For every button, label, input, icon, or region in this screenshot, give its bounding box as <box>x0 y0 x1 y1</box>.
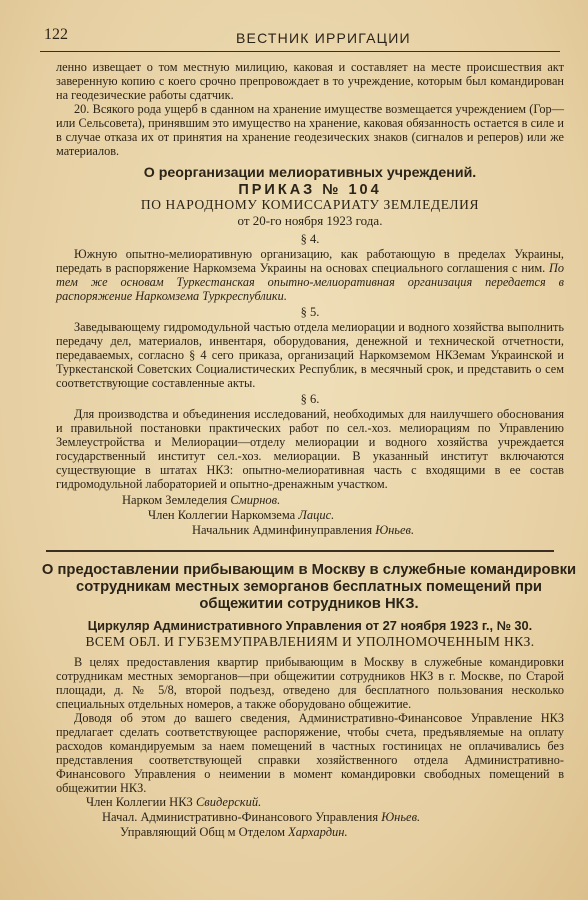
paragraph: Доводя об этом до вашего сведения, Административно-Финансовое Управление НКЗ предлагает сделать соответствующее распоряжение, чтобы счета, предъявляемые на оплату расходов командируемым за наем помещений в частных гостиницах не оплачивались без представления соответствующей справки хозяйственного отдела Административно-Финансового Управления о неимении в момент командировки свободных помещений в общежитии НКЗ. <box>56 711 564 795</box>
running-title: ВЕСТНИК ИРРИГАЦИИ <box>236 30 411 46</box>
order-date: от 20-го ноября 1923 года. <box>237 213 383 228</box>
signature-line <box>56 825 564 840</box>
signature-name: Юньев. <box>381 810 421 824</box>
signature-title: Член Коллегии НКЗ <box>86 795 193 809</box>
section-heading: О предоставлении прибывающим в Москву в служебные командировки сотрудникам местных земорганов бесплатных помещений при общежитии сотрудников НКЗ. <box>41 562 577 612</box>
paragraph: Заведывающему гидромодульной частью отдела мелиорации и водного хозяйства выполнить передачу дел, материалов, инвентаря, оборудования, денежной и технической отчетности, передаваемых, согласно § 4 сего приказа, организаций Наркомземом НКЗемам Украинской и Туркестанской Советских Социалистических Республик, в месячный срок, и представить о сем соответствующие составленные акты. <box>56 320 564 390</box>
paragraph: В целях предоставления квартир прибывающим в Москву в служебные командировки сотрудникам местных земорганов—при общежитии сотрудников НКЗ в г. Москве, по Старой площади, д. № 5/8, второй подъезд, отведено для бесплатного пользования несколько специальных отдельных номеров, а также оборудовано общежитие. <box>56 655 564 711</box>
signature-line <box>56 508 564 523</box>
signature-name: Смирнов. <box>230 493 281 507</box>
section-mark: § 4. <box>300 232 320 246</box>
section-mark: § 6. <box>300 392 320 406</box>
signature-title: Начал. Административно-Финансового Управления <box>102 810 379 824</box>
section-heading: О реорганизации мелиоративных учреждений. <box>143 165 477 181</box>
signature-line <box>56 523 564 538</box>
signature-title: Начальник Админфинуправления <box>192 523 373 537</box>
circular-addressee: ВСЕМ ОБЛ. И ГУБЗЕМУПРАВЛЕНИЯМ И УПОЛНОМОЧЕННЫМ НКЗ. <box>85 634 535 649</box>
page-body <box>41 60 577 840</box>
paragraph-text: Южную опытно-мелиоративную организацию, как работающую в пределах Украины, передать в распоряжение Наркомзема Украины на основах специального соглашения с ним. <box>56 247 564 275</box>
signature-title: Нарком Земледелия <box>122 493 228 507</box>
section-divider <box>46 550 554 552</box>
paragraph: ленно извещает о том местную милицию, каковая и составляет на месте происшествия акт заверенную копию с коего срочно препровождает в то учреждение, которым был командирован на геодезические работы сдатчик. <box>56 60 564 102</box>
signature-name: Свидерский. <box>195 795 262 809</box>
signature-name: Юньев. <box>375 523 415 537</box>
order-title: ПРИКАЗ № 104 <box>238 182 382 198</box>
signature-name: Хархардин. <box>288 825 348 839</box>
paragraph: 20. Всякого рода ущерб в сданном на хранение имуществе возмещается учреждением (Гор—или Сельсовета), принявшим это имущество на хранение, каковая обязанность остается в силе и в случае отказа их от принятия на хранение геодезических знаков (сигналов и реперов) или же материалов. <box>56 102 564 158</box>
paragraph <box>56 247 564 303</box>
signature-line <box>56 810 564 825</box>
paragraph: Для производства и объединения исследований, необходимых для наилучшего обоснования и правильной постановки практических работ по сел.-хоз. мелиорациям по Управлению Землеустройства и Мелиорации—отделу мелиорации и водного хозяйства учреждается государственный институт сел.-хоз. мелиорации. В указанный институт включаются существующие в штатах НКЗ: опытно-мелиоративная часть с входящими в ее состав гидромодульной лабораторией и опытно-дренажным участком. <box>56 407 564 491</box>
signature-line <box>56 493 564 508</box>
circular-title: Циркуляр Административного Управления от 27 ноября 1923 г., № 30. <box>87 618 533 633</box>
order-issuer: ПО НАРОДНОМУ КОМИССАРИАТУ ЗЕМЛЕДЕЛИЯ <box>140 197 480 212</box>
italic-text: По тем же основам Туркестанская опытно-мелиоративная организация передается в распоряжение Наркомзема Туркреспублики. <box>56 261 565 303</box>
page-number: 122 <box>44 26 68 43</box>
section-mark: § 5. <box>300 305 320 319</box>
signature-title: Управляющий Общ м Отделом <box>120 825 285 839</box>
signature-line <box>56 795 564 810</box>
signature-name: Лацис. <box>298 508 335 522</box>
header-rule <box>40 51 560 52</box>
signature-title: Член Коллегии Наркомзема <box>148 508 296 522</box>
page-header <box>44 24 558 48</box>
